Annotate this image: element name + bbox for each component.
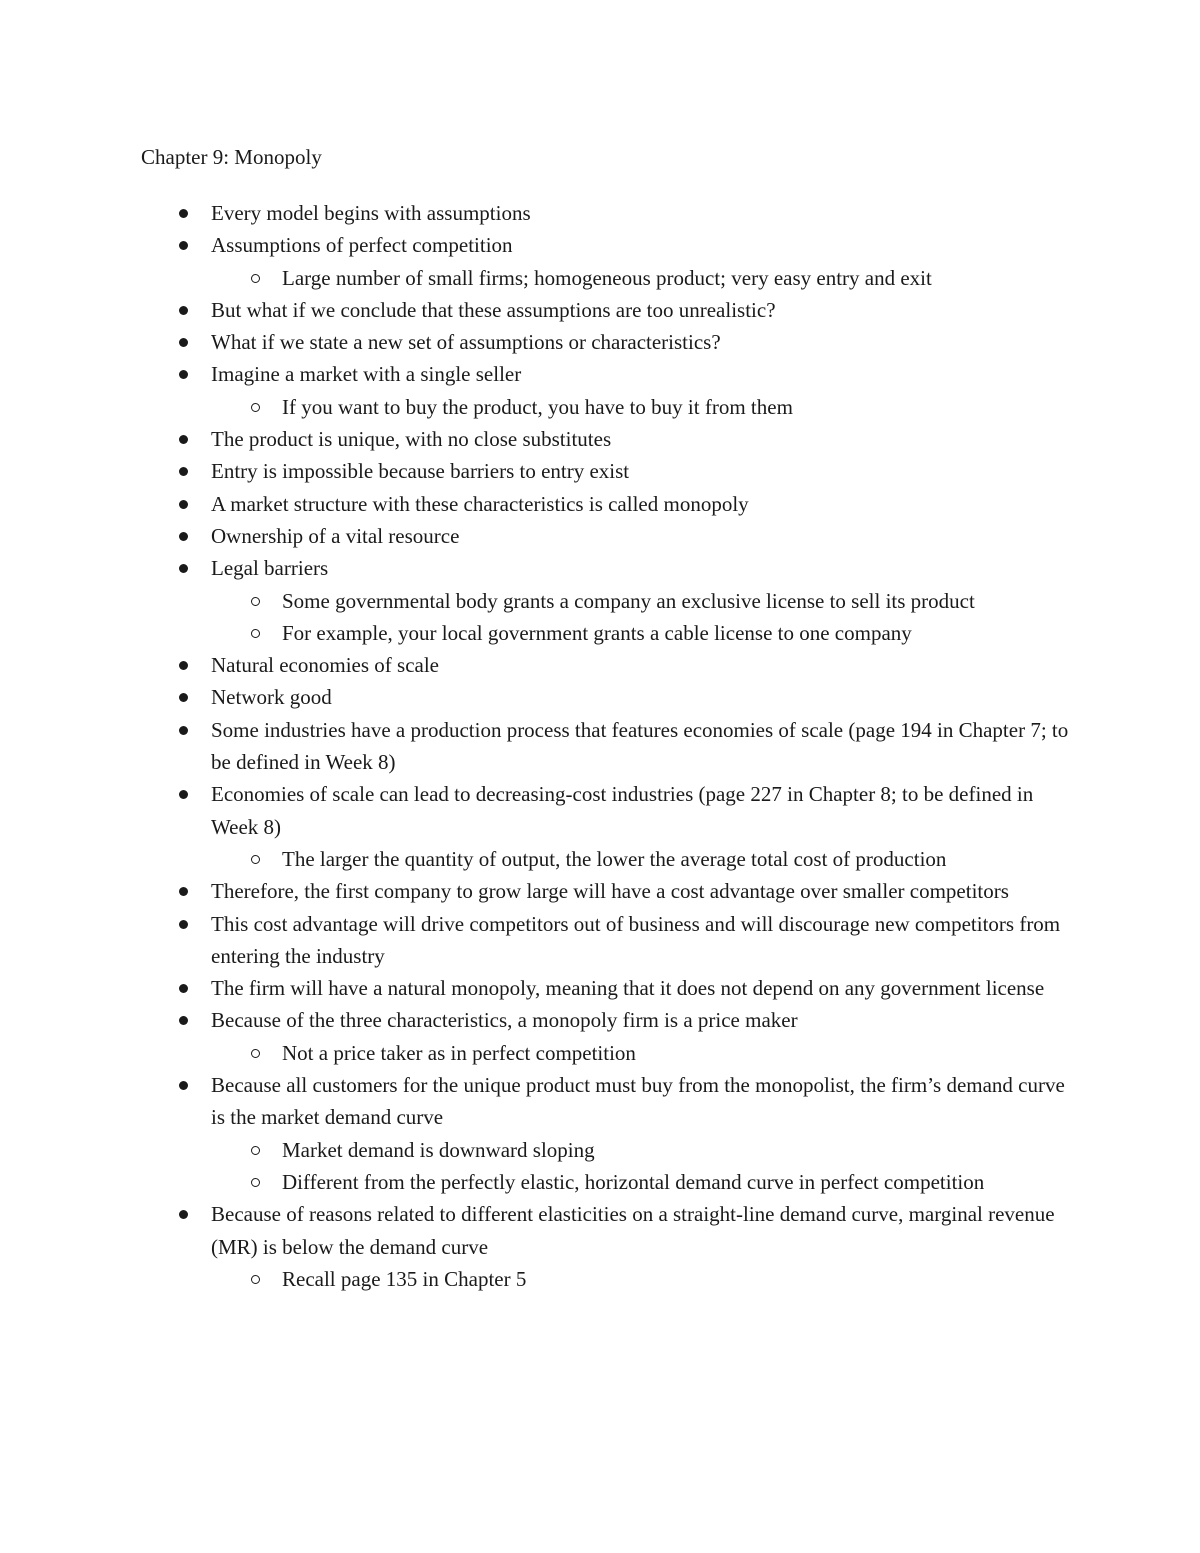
list-item-text: Every model begins with assumptions (211, 201, 531, 225)
bullet-icon (179, 908, 188, 929)
bullet-icon (179, 455, 188, 476)
hollow-bullet-icon (251, 1166, 260, 1187)
bullet-icon (179, 423, 188, 444)
sub-list-item (0, 262, 1200, 294)
list-item-text: This cost advantage will drive competitors out of business and will discourage new competitors from entering the industry (211, 911, 1061, 968)
bullet-icon (179, 778, 188, 799)
bullet-icon (179, 197, 188, 218)
list-item (0, 908, 1200, 973)
sub-list-item (0, 585, 1200, 617)
hollow-bullet-icon (251, 1263, 260, 1284)
list-item (0, 1198, 1200, 1263)
bullet-icon (179, 714, 188, 735)
bullet-icon (179, 1004, 188, 1025)
list-item-text: Different from the perfectly elastic, horizontal demand curve in perfect competition (282, 1169, 985, 1194)
list-item (0, 681, 1200, 713)
list-item-text: If you want to buy the product, you have to buy it from them (282, 394, 793, 419)
bullet-icon (179, 326, 188, 347)
list-item (0, 423, 1200, 455)
list-item-text: What if we state a new set of assumptions or characteristics? (211, 330, 721, 355)
sub-list-item (0, 1134, 1200, 1166)
list-item-text: Market demand is downward sloping (282, 1137, 595, 1162)
sub-list-item (0, 617, 1200, 649)
bullet-icon (179, 1069, 188, 1090)
list-item (0, 778, 1200, 843)
bullet-icon (179, 681, 188, 702)
list-item (0, 455, 1200, 487)
list-item (0, 972, 1200, 1004)
list-item (0, 649, 1200, 681)
list-item-text: Economies of scale can lead to decreasing-cost industries (page 227 in Chapter 8; to be defined in Week 8) (211, 782, 1034, 839)
list-item-text: Because all customers for the unique product must buy from the monopolist, the firm’s demand curve is the market demand curve (211, 1073, 1065, 1130)
bullet-icon (179, 229, 188, 250)
sub-list-item (0, 1166, 1200, 1198)
list-item-text: Legal barriers (211, 556, 329, 581)
list-item-text: Not a price taker as in perfect competition (282, 1040, 636, 1065)
list-item (0, 714, 1200, 779)
bullet-icon (179, 488, 188, 509)
list-item-text: Therefore, the first company to grow large will have a cost advantage over smaller competitors (211, 879, 1009, 904)
bullet-icon (179, 294, 188, 315)
sub-list-item (0, 1037, 1200, 1069)
sub-list-item (0, 843, 1200, 875)
list-item (0, 1069, 1200, 1134)
list-item-text: Because of the three characteristics, a monopoly firm is a price maker (211, 1008, 798, 1033)
hollow-bullet-icon (251, 262, 260, 283)
hollow-bullet-icon (251, 585, 260, 606)
bullet-icon (179, 358, 188, 379)
bullet-icon (179, 1198, 188, 1219)
hollow-bullet-icon (251, 617, 260, 638)
list-item (0, 326, 1200, 358)
bullet-icon (179, 875, 188, 896)
list-item-text: The firm will have a natural monopoly, meaning that it does not depend on any government license (211, 976, 1045, 1001)
hollow-bullet-icon (251, 1037, 260, 1058)
hollow-bullet-icon (251, 391, 260, 412)
notes-list (0, 197, 1200, 1295)
list-item (0, 552, 1200, 584)
list-item-text: Network good (211, 685, 332, 710)
list-item-text: Because of reasons related to different elasticities on a straight-line demand curve, marginal revenue (MR) is below the demand curve (211, 1202, 1055, 1259)
list-item-text: Natural economies of scale (211, 653, 439, 678)
list-item (0, 229, 1200, 261)
list-item (0, 875, 1200, 907)
bullet-icon (179, 552, 188, 573)
list-item (0, 358, 1200, 390)
bullet-icon (179, 972, 188, 993)
list-item (0, 197, 1200, 229)
list-item-text: Some industries have a production process that features economies of scale (page 194 in Chapter 7; to be defined in Week 8) (211, 717, 1069, 775)
bullet-icon (179, 520, 188, 541)
list-item-text: The larger the quantity of output, the lower the average total cost of production (282, 846, 947, 871)
list-item-text: Imagine a market with a single seller (211, 362, 522, 387)
list-item-text: Some governmental body grants a company an exclusive license to sell its product (282, 588, 975, 613)
list-item-text: Ownership of a vital resource (211, 523, 460, 548)
hollow-bullet-icon (251, 843, 260, 864)
list-item-text: A market structure with these characteristics is called monopoly (211, 491, 749, 516)
bullet-icon (179, 649, 188, 670)
list-item-text: For example, your local government grants a cable license to one company (282, 620, 912, 645)
list-item-text: Entry is impossible because barriers to entry exist (211, 459, 630, 484)
list-item-text: Recall page 135 in Chapter 5 (282, 1266, 527, 1291)
sub-list-item (0, 391, 1200, 423)
sub-list-item (0, 1263, 1200, 1295)
list-item (0, 520, 1200, 552)
list-item (0, 294, 1200, 326)
list-item-text: Large number of small firms; homogeneous product; very easy entry and exit (282, 265, 932, 290)
list-item-text: Assumptions of perfect competition (211, 233, 513, 258)
page-title: Chapter 9: Monopoly (141, 145, 322, 169)
list-item (0, 1004, 1200, 1036)
list-item-text: But what if we conclude that these assumptions are too unrealistic? (211, 297, 776, 322)
list-item (0, 488, 1200, 520)
list-item-text: The product is unique, with no close substitutes (211, 427, 612, 452)
hollow-bullet-icon (251, 1134, 260, 1155)
